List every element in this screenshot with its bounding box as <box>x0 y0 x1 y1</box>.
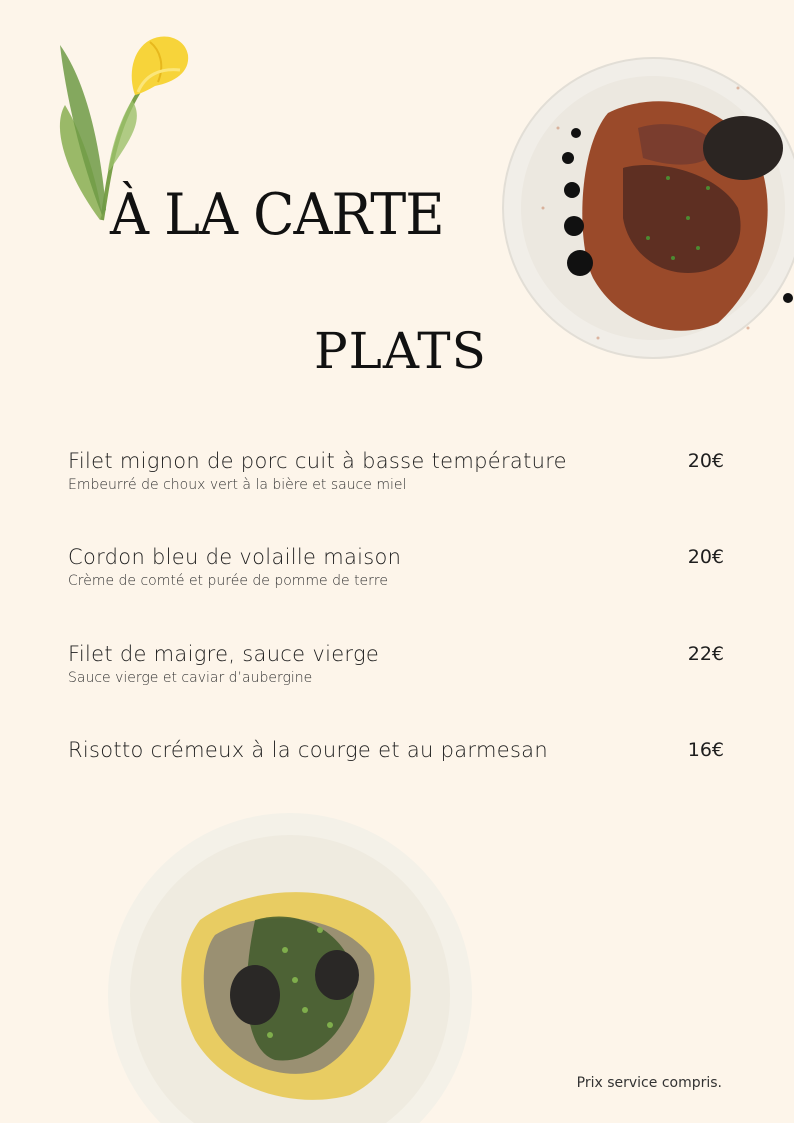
dish-name: Cordon bleu de volaille maison <box>68 545 402 569</box>
dish-name: Filet de maigre, sauce vierge <box>68 642 380 666</box>
dish-name: Filet mignon de porc cuit à basse température <box>68 449 567 473</box>
page-title: À LA CARTE <box>110 181 444 248</box>
top-dish-photo <box>498 8 794 408</box>
menu-item <box>68 448 724 495</box>
dish-price: 22€ <box>687 643 724 665</box>
menu-item <box>68 544 724 591</box>
section-title: PLATS <box>314 322 487 380</box>
dish-price: 20€ <box>687 546 724 568</box>
dish-description: Crème de comté et purée de pomme de terre <box>68 573 388 589</box>
dish-description: Sauce vierge et caviar d’aubergine <box>68 670 313 686</box>
dish-name: Risotto crémeux à la courge et au parmesan <box>68 738 548 762</box>
dish-description: Embeurré de choux vert à la bière et sauce miel <box>68 477 407 493</box>
menu-item <box>68 737 724 763</box>
menu-item <box>68 641 724 688</box>
dish-price: 20€ <box>687 450 724 472</box>
bottom-dish-photo <box>105 810 480 1123</box>
footer-note: Prix service compris. <box>576 1075 722 1091</box>
dish-price: 16€ <box>687 739 724 761</box>
